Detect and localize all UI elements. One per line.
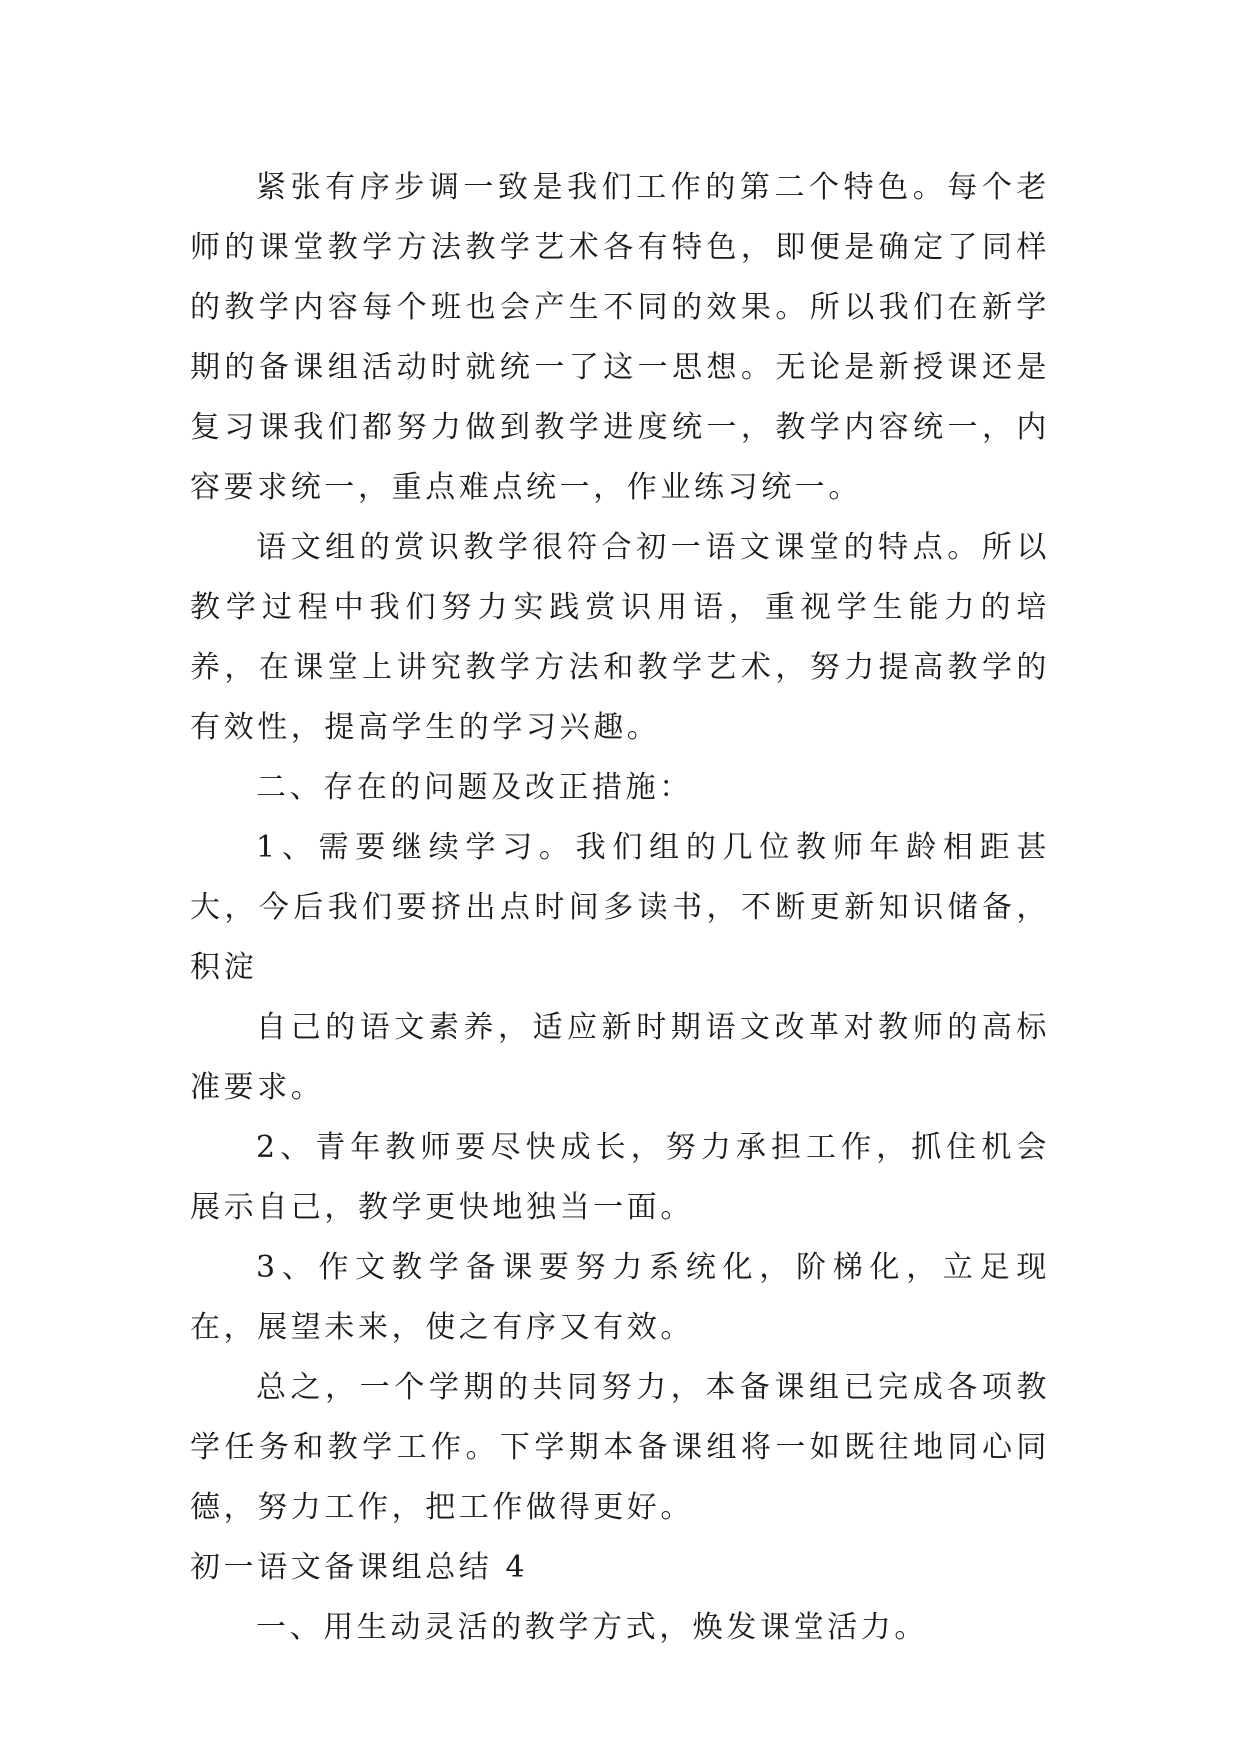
paragraph-4: 1、需要继续学习。我们组的几位教师年龄相距甚大，今后我们要挤出点时间多读书，不断更新知识储备，积淀 bbox=[190, 830, 1050, 985]
paragraph-5: 自己的语文素养，适应新时期语文改革对教师的高标准要求。 bbox=[190, 1010, 1050, 1105]
paragraph-6: 2、青年教师要尽快成长，努力承担工作，抓住机会展示自己，教学更快地独当一面。 bbox=[190, 1130, 1050, 1225]
paragraph-8: 总之，一个学期的共同努力，本备课组已完成各项教学任务和教学工作。下学期本备课组将一如既往地同心同德，努力工作，把工作做得更好。 bbox=[190, 1370, 1050, 1525]
paragraph-9: 一、用生动灵活的教学方式，焕发课堂活力。 bbox=[256, 1610, 928, 1645]
section-title: 初一语文备课组总结 4 bbox=[190, 1550, 529, 1585]
paragraph-7: 3、作文教学备课要努力系统化，阶梯化，立足现在，展望未来，使之有序又有效。 bbox=[190, 1250, 1050, 1345]
paragraph-2: 语文组的赏识教学很符合初一语文课堂的特点。所以教学过程中我们努力实践赏识用语，重视学生能力的培养，在课堂上讲究教学方法和教学艺术，努力提高教学的有效性，提高学生的学习兴趣。 bbox=[190, 530, 1050, 745]
paragraph-3: 二、存在的问题及改正措施： bbox=[256, 770, 693, 805]
document-body bbox=[190, 158, 1050, 1658]
paragraph-1: 紧张有序步调一致是我们工作的第二个特色。每个老师的课堂教学方法教学艺术各有特色，即便是确定了同样的教学内容每个班也会产生不同的效果。所以我们在新学期的备课组活动时就统一了这一思想。无论是新授课还是复习课我们都努力做到教学进度统一，教学内容统一，内容要求统一，重点难点统一，作业练习统一。 bbox=[190, 170, 1050, 505]
